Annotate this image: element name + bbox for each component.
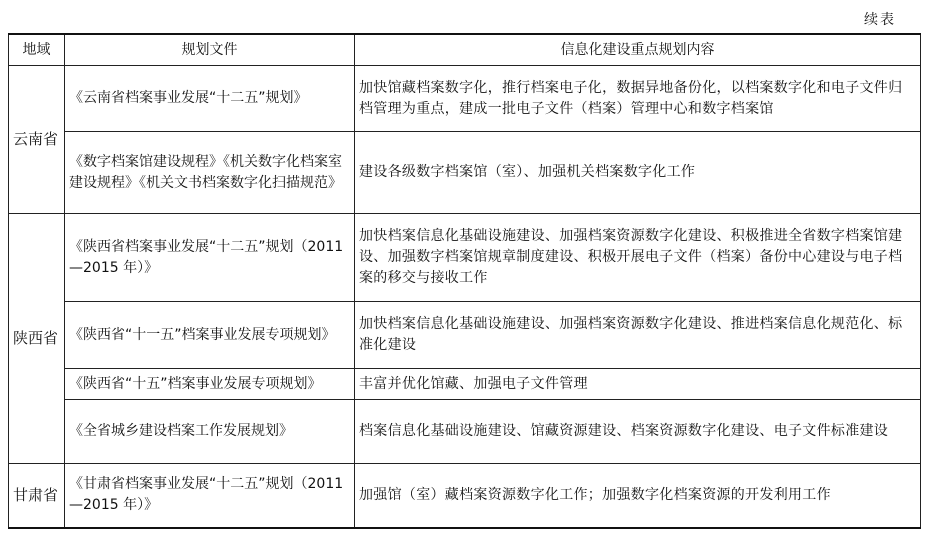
- plan-document: 《数字档案馆建设规程》《机关数字化档案室建设规程》《机关文书档案数字化扫描规范》: [65, 132, 355, 214]
- region-shaanxi: 陕西省: [9, 214, 65, 464]
- plan-document: 《陕西省“十一五”档案事业发展专项规划》: [65, 302, 355, 369]
- plan-content: 档案信息化基础设施建设、馆藏资源建设、档案资源数字化建设、电子文件标准建设: [355, 400, 921, 464]
- plan-content: 建设各级数字档案馆（室）、加强机关档案数字化工作: [355, 132, 921, 214]
- header-row: [9, 34, 921, 66]
- plan-document: 《甘肃省档案事业发展“十二五”规划（2011—2015 年）》: [65, 464, 355, 528]
- table-row: [9, 302, 921, 369]
- continued-label: 续表: [864, 12, 896, 28]
- region-gansu: 甘肃省: [9, 464, 65, 528]
- plan-content: 加快馆藏档案数字化，推行档案电子化，数据异地备份化，以档案数字化和电子文件归档管理为重点，建成一批电子文件（档案）管理中心和数字档案馆: [355, 66, 921, 132]
- plan-content: 丰富并优化馆藏、加强电子文件管理: [355, 369, 921, 400]
- plan-document: 《云南省档案事业发展“十二五”规划》: [65, 66, 355, 132]
- table-row: [9, 464, 921, 528]
- header-region: 地域: [9, 34, 65, 66]
- plan-content: 加快档案信息化基础设施建设、加强档案资源数字化建设、推进档案信息化规范化、标准化建设: [355, 302, 921, 369]
- table-row: [9, 369, 921, 400]
- plan-document: 《全省城乡建设档案工作发展规划》: [65, 400, 355, 464]
- table-row: [9, 66, 921, 132]
- plan-content: 加强馆（室）藏档案资源数字化工作；加强数字化档案资源的开发利用工作: [355, 464, 921, 528]
- planning-table: [8, 33, 921, 529]
- table-row: [9, 132, 921, 214]
- plan-document: 《陕西省“十五”档案事业发展专项规划》: [65, 369, 355, 400]
- plan-document: 《陕西省档案事业发展“十二五”规划（2011—2015 年）》: [65, 214, 355, 302]
- region-yunnan: 云南省: [9, 66, 65, 214]
- table-row: [9, 214, 921, 302]
- header-content: 信息化建设重点规划内容: [355, 34, 921, 66]
- header-document: 规划文件: [65, 34, 355, 66]
- table-row: [9, 400, 921, 464]
- plan-content: 加快档案信息化基础设施建设、加强档案资源数字化建设、积极推进全省数字档案馆建设、加强数字档案馆规章制度建设、积极开展电子文件（档案）备份中心建设与电子档案的移交与接收工作: [355, 214, 921, 302]
